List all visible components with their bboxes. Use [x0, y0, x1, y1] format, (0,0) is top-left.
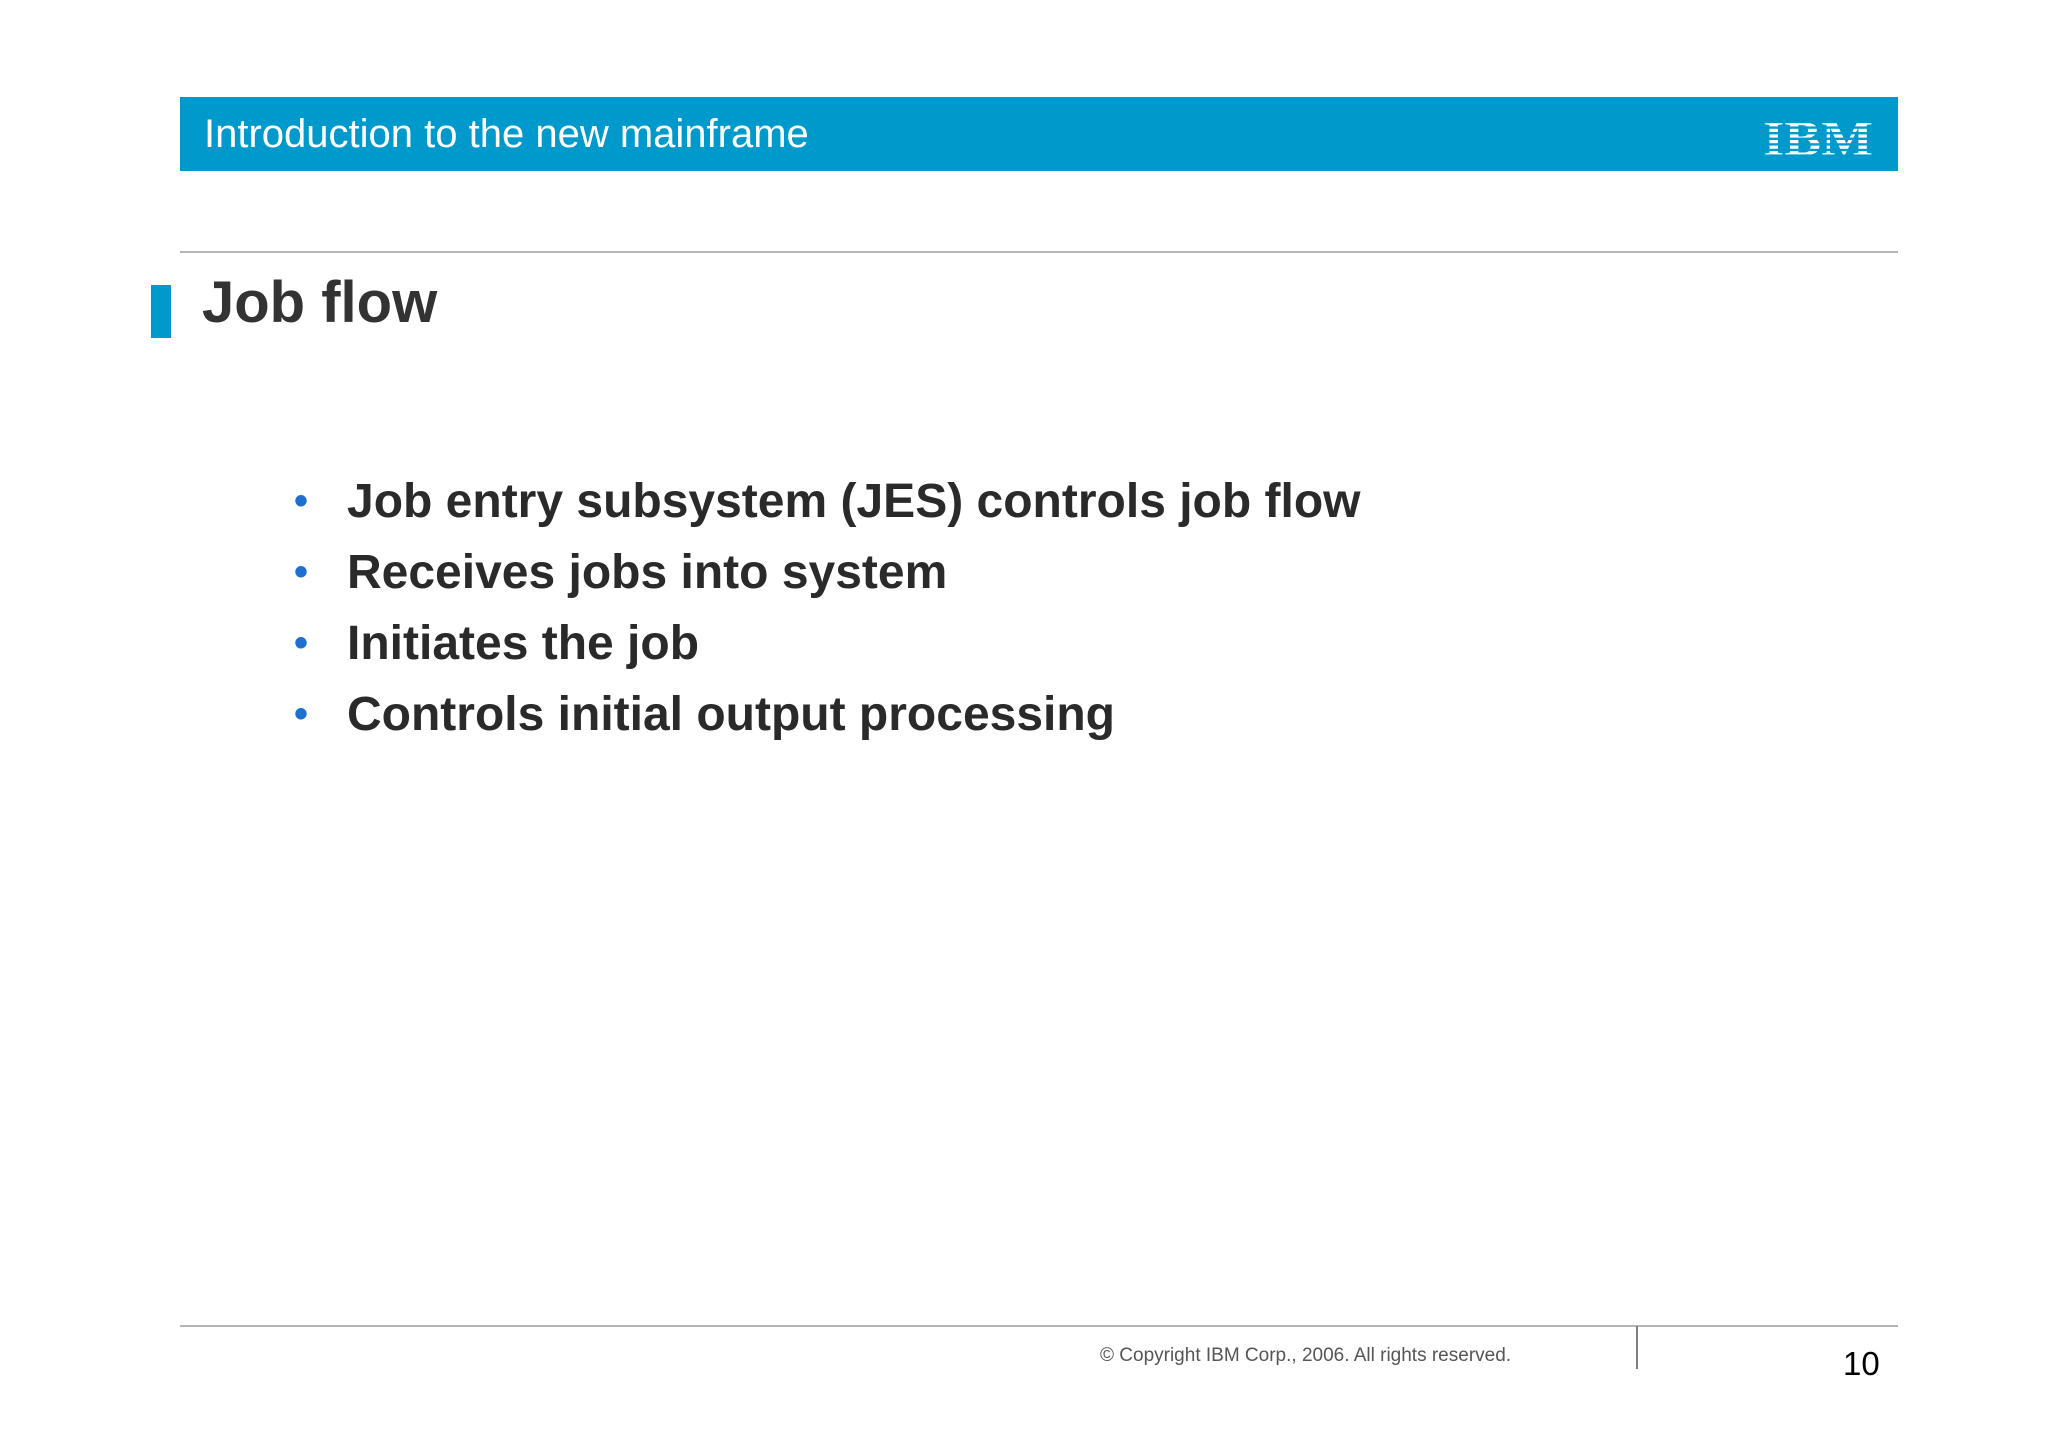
ibm-logo-icon — [1762, 112, 1874, 158]
header-bar — [180, 97, 1898, 171]
bullet-dot-icon: • — [294, 479, 309, 523]
bullet-dot-icon: • — [294, 692, 309, 736]
copyright-notice: © Copyright IBM Corp., 2006. All rights reserved. — [1100, 1345, 1512, 1366]
footer-separator — [1636, 1326, 1638, 1369]
title-divider — [180, 251, 1898, 253]
slide-title: Job flow — [202, 270, 438, 335]
bullet-text: Initiates the job — [347, 617, 700, 670]
footer-divider — [180, 1325, 1898, 1327]
bullet-text: Controls initial output processing — [347, 688, 1115, 741]
page-number: 10 — [1843, 1345, 1880, 1382]
bullet-text: Job entry subsystem (JES) controls job flow — [347, 475, 1361, 528]
bullet-dot-icon: • — [294, 621, 309, 665]
title-accent-marker — [151, 285, 171, 338]
bullet-text: Receives jobs into system — [347, 546, 948, 599]
bullet-dot-icon: • — [294, 550, 309, 594]
header-title: Introduction to the new mainframe — [204, 112, 809, 156]
